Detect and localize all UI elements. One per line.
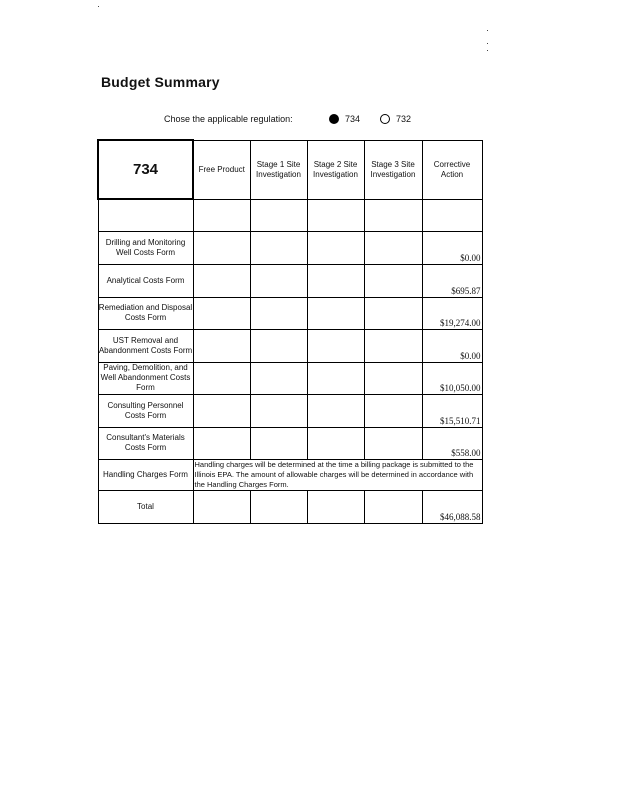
amount-cell[interactable] (193, 394, 250, 427)
scan-speck (487, 43, 488, 44)
scan-speck (487, 30, 488, 31)
amount-cell[interactable] (307, 329, 364, 362)
corrective-action-amount[interactable]: $0.00 (422, 231, 482, 264)
corrective-action-amount[interactable]: $10,050.00 (422, 362, 482, 394)
amount-cell[interactable] (193, 329, 250, 362)
total-cell (364, 490, 422, 523)
amount-cell[interactable] (193, 297, 250, 329)
row-label[interactable]: Analytical Costs Form (98, 264, 193, 297)
amount-cell[interactable] (307, 362, 364, 394)
handling-charges-note: Handling charges will be determined at the time a billing package is submitted to the Illinois EPA. The amount of allowable charges will be determined in accordance with the Handling Charges Form. (193, 459, 482, 490)
page-title: Budget Summary (101, 74, 220, 90)
table-header-row (98, 140, 482, 199)
regulation-option-732[interactable] (380, 114, 411, 124)
amount-cell[interactable] (307, 297, 364, 329)
corrective-action-amount[interactable]: $558.00 (422, 427, 482, 459)
regulation-option-label: 732 (396, 114, 412, 124)
selected-regulation-label: 734 (98, 140, 193, 199)
table-row (98, 297, 482, 329)
table-blank-row (98, 199, 482, 231)
table-row (98, 427, 482, 459)
amount-cell[interactable] (307, 394, 364, 427)
total-cell (193, 490, 250, 523)
budget-summary-table (97, 139, 483, 524)
row-label[interactable]: Consultant's Materials Costs Form (98, 427, 193, 459)
corrective-action-amount[interactable]: $0.00 (422, 329, 482, 362)
column-header-corrective-action: Corrective Action (422, 140, 482, 199)
regulation-option-734[interactable] (329, 114, 360, 124)
row-label[interactable]: UST Removal and Abandonment Costs Form (98, 329, 193, 362)
total-cell (307, 490, 364, 523)
amount-cell[interactable] (307, 264, 364, 297)
amount-cell[interactable] (250, 231, 307, 264)
column-header-stage-1: Stage 1 Site Investigation (250, 140, 307, 199)
total-row (98, 490, 482, 523)
handling-charges-row (98, 459, 482, 490)
table-row (98, 362, 482, 394)
radio-selected-icon[interactable] (329, 114, 339, 124)
row-label[interactable]: Paving, Demolition, and Well Abandonment Costs Form (98, 362, 193, 394)
amount-cell[interactable] (193, 427, 250, 459)
amount-cell[interactable] (364, 231, 422, 264)
regulation-option-label: 734 (345, 114, 361, 124)
column-header-stage-2: Stage 2 Site Investigation (307, 140, 364, 199)
handling-charges-label[interactable]: Handling Charges Form (98, 459, 193, 490)
table-row (98, 329, 482, 362)
amount-cell[interactable] (193, 231, 250, 264)
corrective-action-amount[interactable]: $15,510.71 (422, 394, 482, 427)
amount-cell[interactable] (307, 231, 364, 264)
column-header-free-product: Free Product (193, 140, 250, 199)
blank-cell[interactable] (364, 199, 422, 231)
amount-cell[interactable] (364, 394, 422, 427)
column-header-stage-3: Stage 3 Site Investigation (364, 140, 422, 199)
amount-cell[interactable] (250, 394, 307, 427)
corrective-action-amount[interactable]: $695.87 (422, 264, 482, 297)
blank-cell[interactable] (250, 199, 307, 231)
table-row (98, 231, 482, 264)
amount-cell[interactable] (193, 264, 250, 297)
amount-cell[interactable] (307, 427, 364, 459)
scan-speck (487, 50, 488, 51)
total-label: Total (98, 490, 193, 523)
amount-cell[interactable] (193, 362, 250, 394)
row-label[interactable]: Remediation and Disposal Costs Form (98, 297, 193, 329)
table-row (98, 264, 482, 297)
amount-cell[interactable] (250, 362, 307, 394)
amount-cell[interactable] (250, 297, 307, 329)
blank-cell (98, 199, 193, 231)
amount-cell[interactable] (364, 362, 422, 394)
amount-cell[interactable] (364, 427, 422, 459)
scan-speck (98, 6, 99, 7)
corrective-action-amount[interactable]: $19,274.00 (422, 297, 482, 329)
total-cell (250, 490, 307, 523)
amount-cell[interactable] (250, 427, 307, 459)
row-label[interactable]: Drilling and Monitoring Well Costs Form (98, 231, 193, 264)
total-amount: $46,088.58 (422, 490, 482, 523)
row-label[interactable]: Consulting Personnel Costs Form (98, 394, 193, 427)
amount-cell[interactable] (364, 297, 422, 329)
blank-cell[interactable] (422, 199, 482, 231)
amount-cell[interactable] (364, 329, 422, 362)
blank-cell[interactable] (307, 199, 364, 231)
table-row (98, 394, 482, 427)
amount-cell[interactable] (250, 264, 307, 297)
radio-unselected-icon[interactable] (380, 114, 390, 124)
regulation-prompt: Chose the applicable regulation: (164, 114, 293, 124)
amount-cell[interactable] (364, 264, 422, 297)
blank-cell[interactable] (193, 199, 250, 231)
amount-cell[interactable] (250, 329, 307, 362)
regulation-selector (164, 114, 431, 124)
